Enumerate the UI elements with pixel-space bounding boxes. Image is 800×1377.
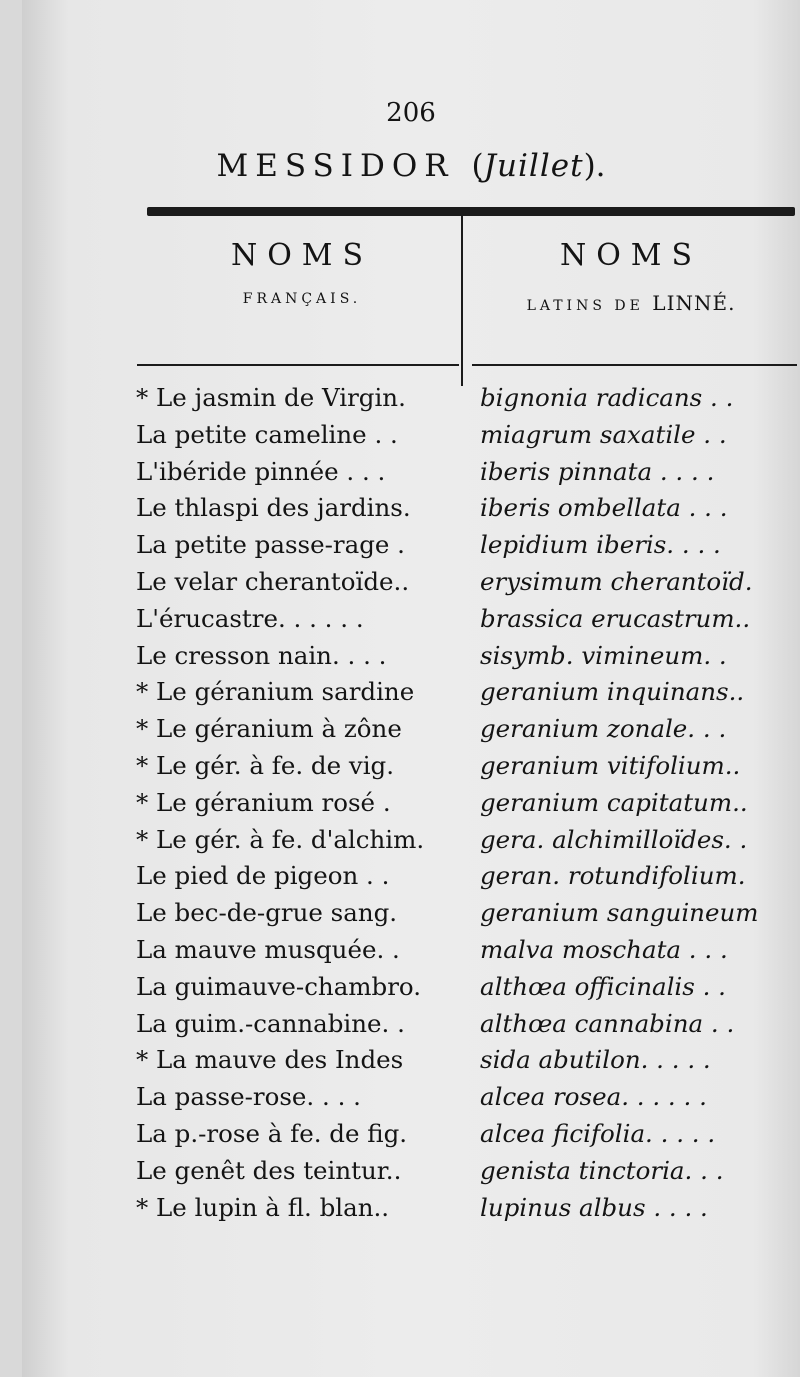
latin-name: sida abutilon. . . . . (480, 1045, 711, 1075)
latin-name: alcea rosea. . . . . . (480, 1082, 707, 1112)
latin-name: sisymb. vimineum. . (480, 640, 727, 670)
latin-name: althœa cannabina . . (480, 1008, 735, 1038)
table-row (22, 564, 800, 601)
latin-name: althœa officinalis . . (480, 971, 726, 1001)
french-name: Le genêt des teintur.. (136, 1155, 402, 1185)
column-subheading-right-name: LINNÉ. (652, 291, 736, 315)
latin-name: iberis ombellata . . . (480, 493, 728, 523)
title-open-paren: ( (471, 148, 484, 184)
table-row (22, 417, 800, 454)
table-row (22, 380, 800, 417)
latin-name: genista tinctoria. . . (480, 1155, 724, 1185)
french-name: * La mauve des Indes (136, 1045, 404, 1075)
french-name: La guimauve-chambro. (136, 971, 422, 1001)
table-row (22, 1079, 800, 1116)
latin-name: geran. rotundifolium. (480, 861, 746, 891)
table-row (22, 1116, 800, 1153)
latin-name: geranium inquinans.. (480, 677, 745, 707)
french-name: Le cresson nain. . . . (136, 640, 387, 670)
table-row (22, 601, 800, 638)
table-row (22, 858, 800, 895)
latin-name: gera. alchimilloïdes. . (480, 824, 748, 854)
table-row (22, 748, 800, 785)
column-subheading-left: FRANÇAIS. (242, 291, 362, 307)
latin-name: iberis pinnata . . . . (480, 456, 715, 486)
title-close-paren: ). (583, 148, 606, 184)
column-rule-right (472, 364, 797, 366)
column-header-french (147, 238, 457, 307)
table-row (22, 895, 800, 932)
latin-name: brassica erucastrum.. (480, 603, 751, 633)
page-title (22, 148, 800, 184)
title-main: MESSIDOR (216, 148, 455, 184)
table-row (22, 454, 800, 491)
page-number: 206 (386, 98, 436, 128)
french-name: * Le gér. à fe. de vig. (136, 750, 395, 780)
french-name: Le thlaspi des jardins. (136, 493, 411, 523)
latin-name: geranium vitifolium.. (480, 750, 741, 780)
french-name: * Le géranium à zône (136, 714, 402, 744)
column-heading-left: NOMS (230, 238, 374, 273)
table-row (22, 527, 800, 564)
table-row (22, 822, 800, 859)
column-subheading-right-text: LATINS DE (526, 298, 644, 314)
latin-name: alcea ficifolia. . . . . (480, 1118, 716, 1148)
latin-name: erysimum cherantoïd. (480, 566, 753, 596)
french-name: La petite cameline . . (136, 419, 398, 449)
latin-name: lupinus albus . . . . (480, 1192, 708, 1222)
french-name: Le pied de pigeon . . (136, 861, 390, 891)
french-name: L'ibéride pinnée . . . (136, 456, 386, 486)
french-name: * Le géranium sardine (136, 677, 415, 707)
french-name: La p.-rose à fe. de fig. (136, 1118, 408, 1148)
latin-name: malva moschata . . . (480, 934, 728, 964)
french-name: * Le lupin à fl. blan.. (136, 1192, 390, 1222)
table-row (22, 1153, 800, 1190)
book-page (22, 0, 800, 1377)
table-row (22, 1006, 800, 1043)
french-name: * Le gér. à fe. d'alchim. (136, 824, 425, 854)
table-row (22, 1190, 800, 1227)
title-sub: Juillet (483, 148, 584, 184)
french-name: * Le géranium rosé . (136, 787, 391, 817)
latin-name: geranium zonale. . . (480, 714, 727, 744)
latin-name: geranium sanguineum (480, 898, 759, 928)
latin-name: bignonia radicans . . (480, 383, 734, 412)
column-header-latin (467, 238, 795, 315)
column-subheading-right (467, 291, 795, 315)
table-row (22, 711, 800, 748)
french-name: * Le jasmin de Virgin. (136, 383, 406, 412)
table-row (22, 490, 800, 527)
table-row (22, 638, 800, 675)
french-name: La petite passe-rage . (136, 530, 405, 560)
latin-name: miagrum saxatile . . (480, 419, 727, 449)
column-heading-right: NOMS (559, 238, 703, 273)
french-name: La passe-rose. . . . (136, 1082, 361, 1112)
latin-name: geranium capitatum.. (480, 787, 748, 817)
french-name: La mauve musquée. . (136, 934, 400, 964)
column-rule-left (137, 364, 459, 366)
french-name: L'érucastre. . . . . . (136, 603, 364, 633)
french-name: Le velar cherantoïde.. (136, 566, 410, 596)
column-divider (461, 216, 463, 386)
table-row (22, 932, 800, 969)
table-row (22, 969, 800, 1006)
plant-list (22, 380, 800, 1226)
header-rule (147, 207, 795, 216)
table-row (22, 785, 800, 822)
french-name: Le bec-de-grue sang. (136, 898, 398, 928)
latin-name: lepidium iberis. . . . (480, 530, 721, 560)
table-row (22, 674, 800, 711)
french-name: La guim.-cannabine. . (136, 1008, 405, 1038)
table-row (22, 1042, 800, 1079)
